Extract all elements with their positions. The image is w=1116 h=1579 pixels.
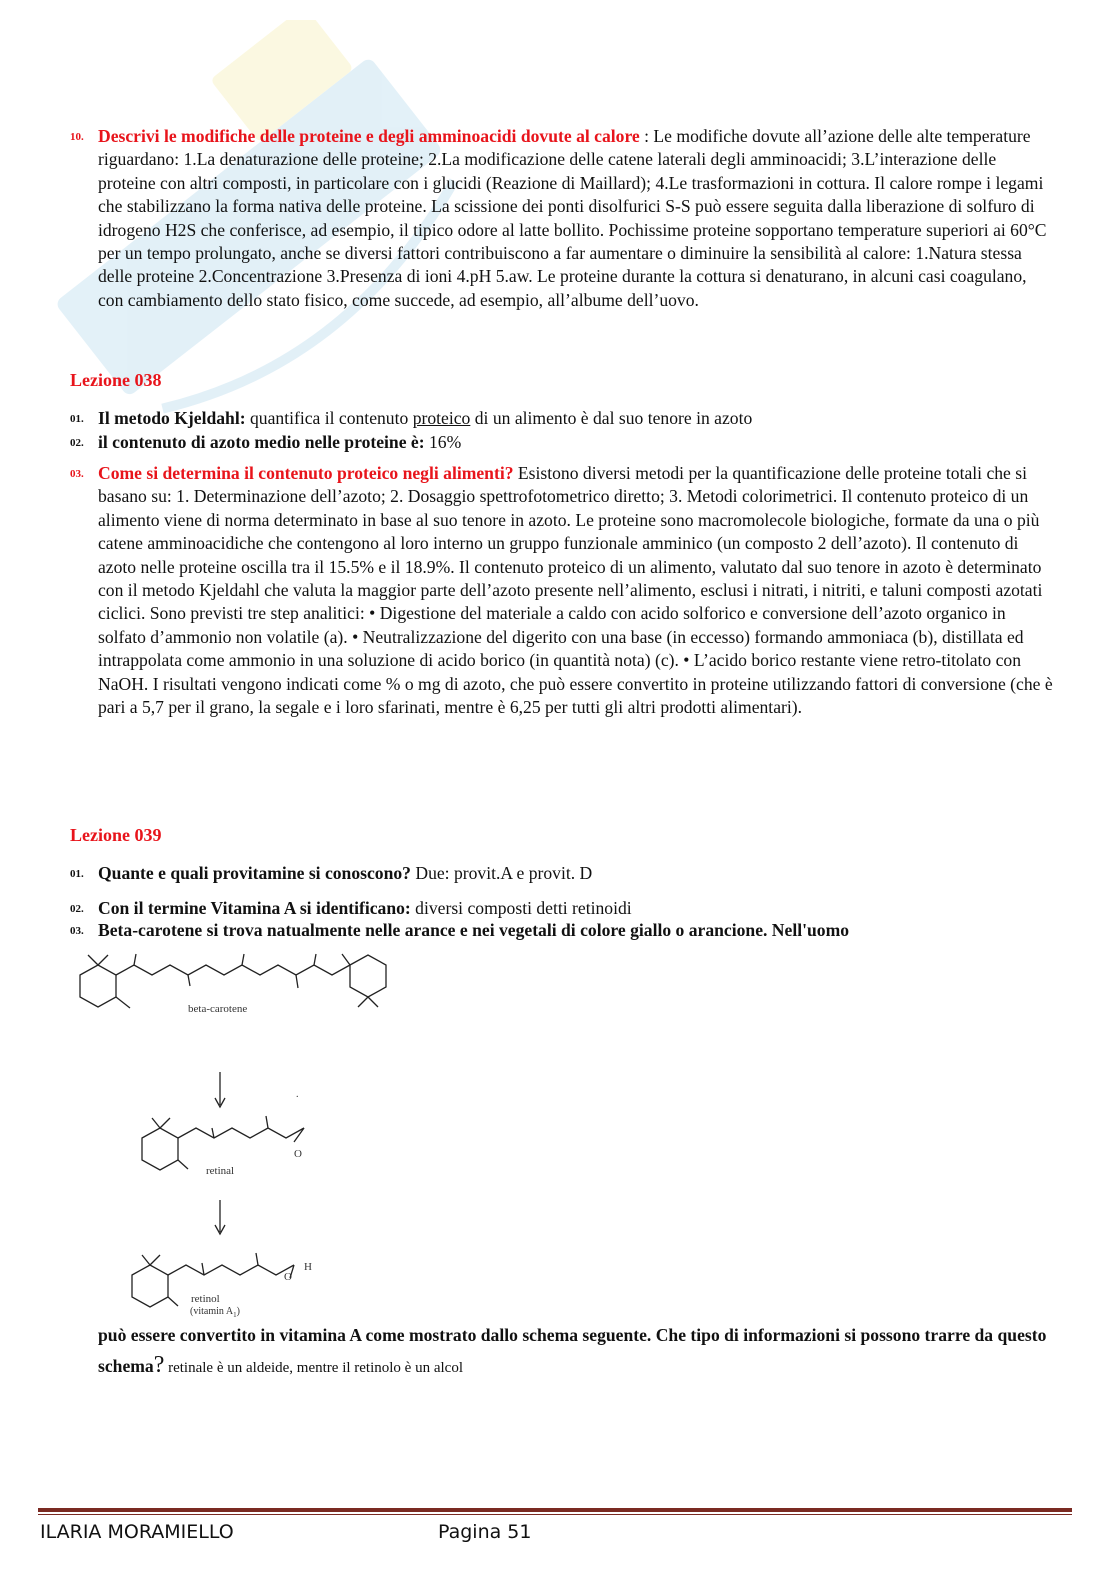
question-10 [70, 125, 1055, 312]
lesson-39-question-01 [70, 862, 1055, 885]
answer-text: Due: provit.A e provit. D [410, 863, 593, 883]
question-text: Come si determina il contenuto proteico negli alimenti? [98, 463, 514, 483]
question-text: Descrivi le modifiche delle proteine e degli amminoacidi dovute al calore [98, 126, 640, 146]
question-text: il contenuto di azoto medio nelle proteine è: [98, 432, 425, 452]
retinal-chain [178, 1128, 304, 1138]
lesson-38-question-02 [70, 431, 1055, 454]
answer-text: quantifica il contenuto [245, 408, 413, 428]
question-number: 03. [70, 925, 84, 937]
footer-page-number: Pagina 51 [438, 1521, 532, 1543]
answer-text: retinale è un aldeide, mentre il retinolo è un alcol [164, 1360, 463, 1376]
question-number: 01. [70, 413, 84, 425]
svg-text:(vitamin A1) [190, 1306, 240, 1319]
footer-divider [38, 1508, 1072, 1512]
question-text: Beta-carotene si trova natualmente nelle arance e nei vegetali di colore giallo o arancione. Nell'uomo [98, 920, 850, 940]
question-number: 10. [70, 131, 84, 143]
dot-mark: . [296, 1089, 299, 1100]
retinal-label: retinal [206, 1165, 235, 1177]
question-mark: ? [153, 1352, 165, 1378]
question-text: Il metodo Kjeldahl: [98, 408, 246, 428]
vitamin-a-scheme [60, 950, 390, 1325]
answer-text: : Le modifiche dovute all’azione delle alte temperature riguardano: 1.La denaturazione delle proteine; 2.La modificazione delle catene laterali degli amminoacidi; 3.L’interazione delle proteine con altri composti, in particolare con i glucidi (Reazione di Maillard); 4.Le trasformazioni in cottura. Il calore rompe i legami che stabilizzano la forma nativa delle proteine. La scissione dei ponti disolfurici S-S può essere seguita dalla liberazione di solfuro di idrogeno H2S che conferisce, ad esempio, il tipico odore al latte bollito. Pochissime proteine sopportano temperature superiori ai 60°C per un tempo prolungato, anche se diversi fattori contribuiscono a far aumentare o diminuire la sensibilità al calore: 1.Natura stessa delle proteine 2.Concentrazione 3.Presenza di ioni 4.pH 5.aw. Le proteine durante la cottura si denaturano, in alcuni casi coagulano, con cambiamento dello stato fisico, come succede, ad esempio, all’albume dell’uovo. [98, 126, 1047, 310]
retinol-ring [132, 1265, 168, 1307]
beta-carotene-right-ring [350, 955, 386, 997]
footer-author: ILARIA MORAMIELLO [40, 1521, 234, 1543]
question-text: Con il termine Vitamina A si identificano: [98, 898, 411, 918]
question-text: Quante e quali provitamine si conoscono? [98, 863, 411, 883]
retinol-chain [168, 1265, 294, 1275]
answer-text: Esistono diversi metodi per la quantificazione delle proteine totali che si basano su: 1. Determinazione dell’azoto; 2. Dosaggio spettrofotometrico diretto; 3. Metodi colorimetrici. Il contenuto proteico di un alimento viene di norma determinato in base al suo tenore in azoto. Le proteine sono macromolecole biologiche, formate da una o più catene amminoacidiche che contengono al loro interno un gruppo funzionale amminico (un composto 2 dell’azoto). Il contenuto di azoto nelle proteine oscilla tra il 15.5% e il 18.9%. Il contenuto proteico di un alimento, valutato dal suo tenore in azoto è determinato con il metodo Kjeldahl che valuta la maggior parte dell’azoto presente nell’alimento, esclusi i nitrati, i nitriti, e taluni composti azotati ciclici. Sono previsti tre step analitici: • Digestione del materiale a caldo con acido solforico e conversione dell’azoto organico in solfato d’ammonio non volatile (a). • Neutralizzazione del digerito con una base (in eccesso) formando ammoniaca (b), distillata ed intrappolata come ammonio in una soluzione di acido borico (in quantità nota) (c). • L’acido borico restante viene retro-titolato con NaOH. I risultati vengono indicati come % o mg di azoto, che può essere convertito in proteine utilizzando fattori di conversione (che è pari a 5,7 per il grano, la segale e i loro sfarinati, mentre è 6,25 per tutti gli altri prodotti alimentari). [98, 463, 1053, 718]
lesson-38-question-03 [70, 462, 1055, 719]
oxygen-label: O [294, 1148, 302, 1160]
answer-underlined: proteico [412, 408, 471, 428]
answer-text: diversi composti detti retinoidi [410, 898, 632, 918]
beta-carotene-label: beta-carotene [188, 1003, 248, 1015]
retinol-oxygen: O [284, 1271, 292, 1283]
retinol-close-paren: ) [236, 1306, 240, 1317]
footer-divider-thin [38, 1514, 1072, 1515]
retinol-sublabel: (vitamin A [190, 1306, 234, 1317]
retinol-label: retinol [191, 1293, 220, 1305]
beta-carotene-chain [116, 965, 350, 975]
question-number: 02. [70, 437, 84, 449]
answer-text: 16% [424, 432, 462, 452]
beta-carotene-left-ring [80, 965, 116, 1007]
retinal-ring [142, 1128, 178, 1170]
lesson-39-question-03-continued [70, 1320, 1055, 1383]
answer-text-end: di un alimento è dal suo tenore in azoto [470, 408, 753, 428]
question-number: 03. [70, 468, 84, 480]
question-number: 02. [70, 903, 84, 915]
lesson-39-question-03 [70, 919, 1055, 942]
question-text-continued: può essere convertito in vitamina A come mostrato dallo schema seguente. Che tipo di informazioni si possono trarre da questo schema [98, 1325, 1047, 1376]
lesson-39-title: Lezione 039 [70, 825, 162, 845]
question-number: 01. [70, 868, 84, 880]
lesson-38-question-01 [70, 407, 1055, 430]
lesson-38-title: Lezione 038 [70, 370, 162, 390]
retinol-subscript: 1 [233, 1311, 237, 1319]
lesson-39-question-02 [70, 897, 1055, 920]
hydrogen-label: H [304, 1261, 312, 1273]
